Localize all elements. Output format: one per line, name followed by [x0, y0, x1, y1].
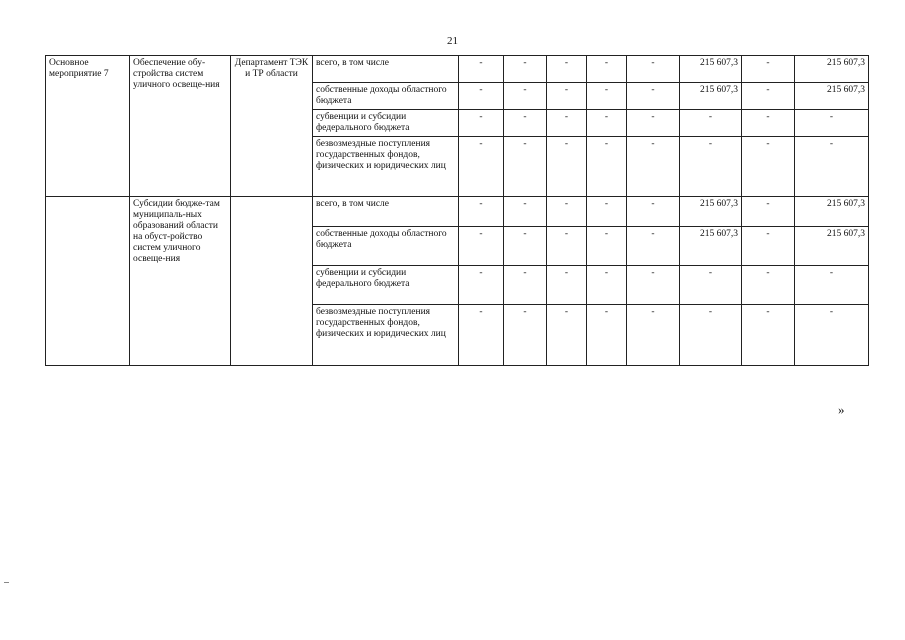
budget-table	[45, 55, 869, 366]
value-cell: -	[587, 56, 627, 83]
value-cell: 215 607,3	[680, 83, 742, 110]
closing-quote: »	[838, 402, 845, 417]
value-cell: -	[742, 110, 795, 137]
value-cell: 215 607,3	[680, 197, 742, 227]
value-cell: -	[459, 56, 504, 83]
funding-source-cell: всего, в том числе	[313, 197, 459, 227]
value-cell: -	[504, 305, 547, 366]
value-cell: -	[504, 110, 547, 137]
value-cell: -	[504, 197, 547, 227]
value-cell: -	[742, 83, 795, 110]
value-cell: -	[680, 110, 742, 137]
value-cell: -	[547, 83, 587, 110]
value-cell: -	[795, 266, 869, 305]
value-cell: -	[587, 305, 627, 366]
value-cell: -	[547, 137, 587, 197]
value-cell: -	[547, 266, 587, 305]
value-cell: -	[587, 137, 627, 197]
value-cell: -	[627, 305, 680, 366]
value-cell: 215 607,3	[795, 56, 869, 83]
funding-source-cell: безвозмездные поступления государственных фондов, физических и юридических лиц	[313, 137, 459, 197]
value-cell: -	[459, 137, 504, 197]
measure-cell: Основное мероприятие 7	[46, 56, 130, 197]
value-cell: -	[459, 197, 504, 227]
value-cell: -	[504, 83, 547, 110]
value-cell: -	[742, 197, 795, 227]
value-cell: -	[742, 137, 795, 197]
value-cell: -	[627, 197, 680, 227]
value-cell: -	[627, 266, 680, 305]
value-cell: 215 607,3	[795, 227, 869, 266]
measure-cell	[46, 197, 130, 366]
value-cell: -	[627, 56, 680, 83]
value-cell: -	[587, 83, 627, 110]
edge-mark	[4, 582, 9, 583]
value-cell: -	[504, 56, 547, 83]
value-cell: -	[547, 56, 587, 83]
value-cell: -	[627, 110, 680, 137]
value-cell: -	[547, 197, 587, 227]
table-row	[46, 56, 869, 83]
value-cell: -	[459, 83, 504, 110]
value-cell: -	[742, 266, 795, 305]
value-cell: -	[587, 110, 627, 137]
value-cell: -	[742, 56, 795, 83]
value-cell: -	[680, 266, 742, 305]
value-cell: 215 607,3	[795, 83, 869, 110]
value-cell: -	[587, 197, 627, 227]
value-cell: -	[627, 227, 680, 266]
value-cell: -	[587, 266, 627, 305]
table-row	[46, 197, 869, 227]
value-cell: -	[795, 110, 869, 137]
value-cell: -	[459, 110, 504, 137]
funding-source-cell: собственные доходы областного бюджета	[313, 227, 459, 266]
funding-source-cell: собственные доходы областного бюджета	[313, 83, 459, 110]
value-cell: -	[459, 266, 504, 305]
value-cell: -	[547, 227, 587, 266]
value-cell: -	[680, 305, 742, 366]
value-cell: 215 607,3	[795, 197, 869, 227]
activity-name-cell: Субсидии бюдже-там муниципаль-ных образований области на обуст-ройство систем уличного освеще-ния	[130, 197, 231, 366]
funding-source-cell: субвенции и субсидии федерального бюджета	[313, 266, 459, 305]
value-cell: 215 607,3	[680, 56, 742, 83]
executor-cell	[231, 197, 313, 366]
value-cell: -	[742, 305, 795, 366]
value-cell: -	[547, 110, 587, 137]
value-cell: -	[587, 227, 627, 266]
value-cell: -	[459, 227, 504, 266]
value-cell: -	[504, 227, 547, 266]
value-cell: -	[742, 227, 795, 266]
value-cell: -	[504, 137, 547, 197]
page-number: 21	[447, 35, 458, 47]
funding-source-cell: субвенции и субсидии федерального бюджета	[313, 110, 459, 137]
activity-name-cell: Обеспечение обу-стройства систем уличного освеще-ния	[130, 56, 231, 197]
executor-cell: Департамент ТЭК и ТР области	[231, 56, 313, 197]
value-cell: -	[795, 305, 869, 366]
value-cell: -	[627, 83, 680, 110]
value-cell: -	[547, 305, 587, 366]
value-cell: 215 607,3	[680, 227, 742, 266]
value-cell: -	[459, 305, 504, 366]
funding-source-cell: всего, в том числе	[313, 56, 459, 83]
value-cell: -	[627, 137, 680, 197]
funding-source-cell: безвозмездные поступления государственных фондов, физических и юридических лиц	[313, 305, 459, 366]
value-cell: -	[795, 137, 869, 197]
value-cell: -	[680, 137, 742, 197]
value-cell: -	[504, 266, 547, 305]
